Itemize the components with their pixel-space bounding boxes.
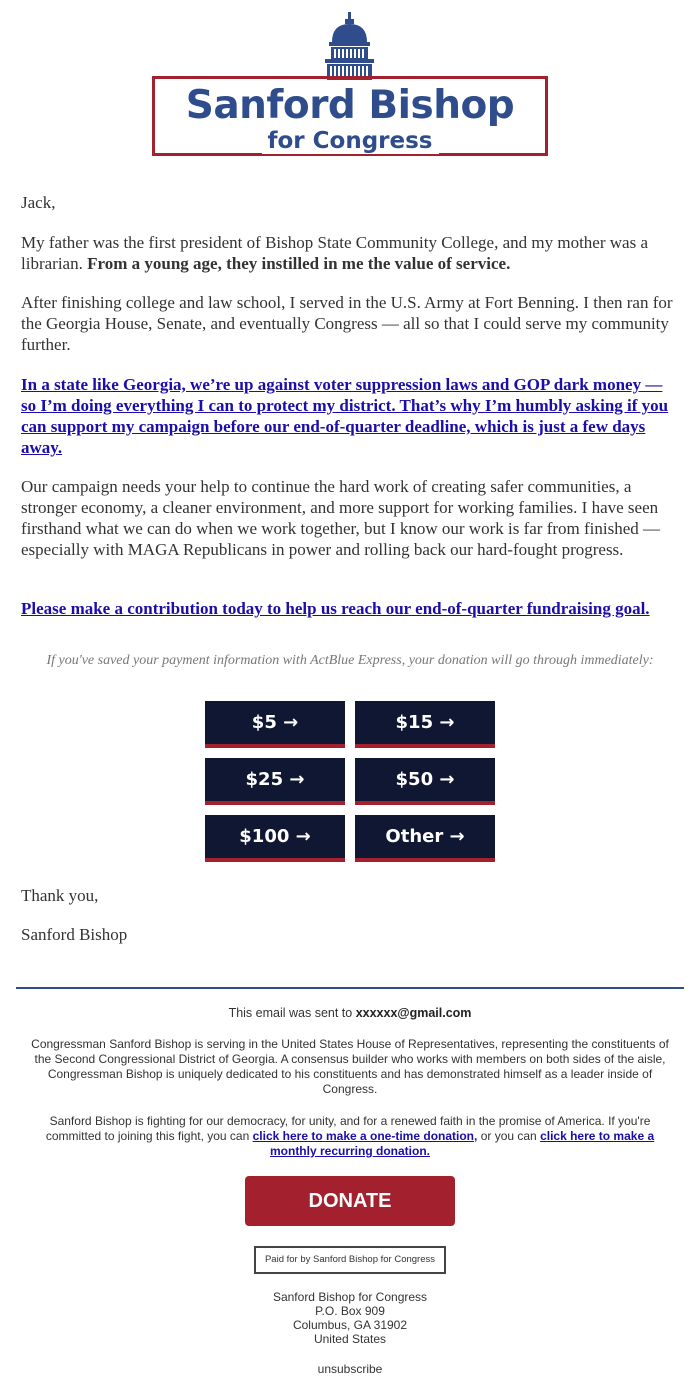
recipient-email: xxxxxx@gmail.com (355, 1006, 472, 1020)
campaign-logo (152, 12, 548, 154)
donate-100-button[interactable]: $100 → (205, 815, 345, 862)
signature: Sanford Bishop (21, 925, 128, 944)
paragraph-1-text: My father was the first president of Bishop State Community College, and my mother was a librarian. (21, 233, 648, 273)
donate-5-button[interactable]: $5 → (205, 701, 345, 748)
greeting: Jack, (21, 193, 56, 212)
fight-paragraph (24, 1114, 676, 1159)
paragraph-2: After finishing college and law school, I served in the U.S. Army at Fort Benning. I then ran for the Georgia House, Senate, and eventually Congress — all so that I could serve my community further. (21, 293, 673, 354)
closing: Thank you, (21, 886, 99, 905)
donate-other-button[interactable]: Other → (355, 815, 495, 862)
paragraph-4: Our campaign needs your help to continue the hard work of creating safer communities, a stronger economy, a cleaner environment, and more support for working families. I have seen firsthand what we can do when we work together, but I know our work is far from finished — especially with MAGA Republicans in power and rolling back our hard-fought progress. (21, 477, 661, 559)
donate-button[interactable]: DONATE (245, 1176, 455, 1226)
donate-15-button[interactable]: $15 → (355, 701, 495, 748)
donate-50-button[interactable]: $50 → (355, 758, 495, 805)
donate-25-button[interactable]: $25 → (205, 758, 345, 805)
sent-to-line (0, 1006, 700, 1020)
address-line: P.O. Box 909 (315, 1304, 385, 1318)
paid-for-disclaimer: Paid for by Sanford Bishop for Congress (254, 1246, 446, 1274)
address-line: United States (313, 1332, 387, 1346)
logo-subtitle-text: for Congress (262, 128, 439, 154)
footer-divider (16, 987, 684, 989)
address-line: Sanford Bishop for Congress (272, 1290, 428, 1304)
monthly-donation-link[interactable]: click here to make a monthly recurring donation. (269, 1129, 655, 1158)
fight-text: Sanford Bishop is fighting for our democracy, for unity, and for a renewed faith in the promise of America. If you're committed to joining this fight, you can (45, 1114, 651, 1143)
logo-name: Sanford Bishop (185, 83, 515, 128)
paragraph-1 (21, 232, 681, 274)
unsubscribe-link[interactable]: unsubscribe (317, 1362, 383, 1376)
one-time-donation-link[interactable]: click here to make a one-time donation, (252, 1129, 478, 1143)
sent-to-prefix: This email was sent to (228, 1006, 356, 1020)
contribution-link[interactable]: Please make a contribution today to help us reach our end-of-quarter fundraising goal. (21, 599, 650, 618)
logo-subtitle (152, 128, 548, 154)
fight-or: or you can (477, 1129, 541, 1143)
support-campaign-link[interactable]: In a state like Georgia, we’re up against voter suppression laws and GOP dark money — so I’m doing everything I can to protect my district. That’s why I’m humbly asking if you can support my campaign before our end-of-quarter deadline, which is just a few days away. (21, 375, 669, 457)
actblue-note: If you've saved your payment information with ActBlue Express, your donation will go through immediately: (46, 653, 654, 668)
address-line: Columbus, GA 31902 (292, 1318, 408, 1332)
paragraph-1-bold: From a young age, they instilled in me the value of service. (87, 254, 511, 273)
candidate-bio: Congressman Sanford Bishop is serving in the United States House of Representatives, representing the constituents of the Second Congressional District of Georgia. A consensus builder who works with members on both sides of the aisle, Congressman Bishop is uniquely dedicated to his constituents and has demonstrated himself as a leader inside of Congress. (31, 1037, 669, 1096)
capitol-dome-icon (152, 12, 548, 84)
mailing-address (0, 1290, 700, 1346)
